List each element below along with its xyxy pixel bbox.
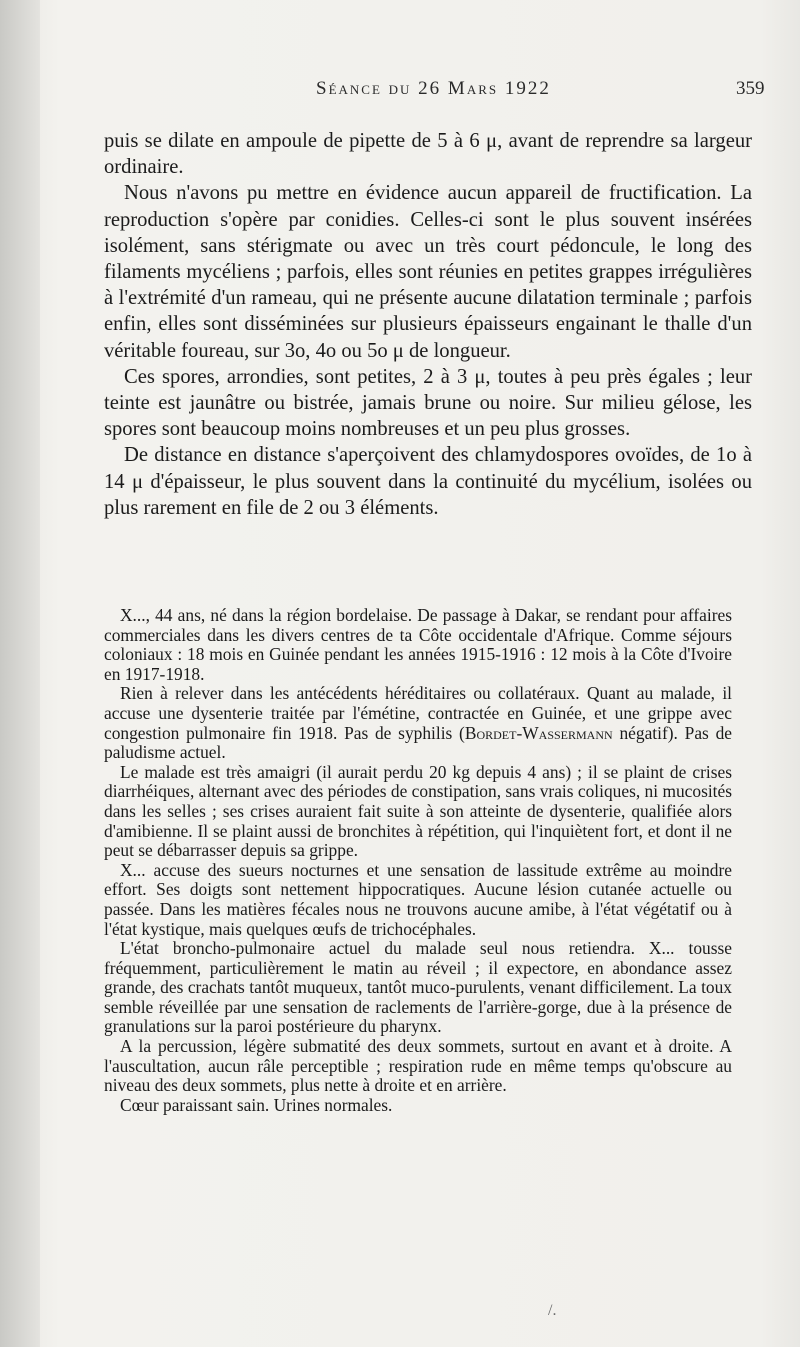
case-paragraph-antecedents bbox=[104, 684, 732, 762]
antecedents-text-a: Rien à relever dans les antécédents héréditaires ou collatéraux. Quant au malade, il accuse une dysenterie traitée par l'émétine, contractée en Guinée, et une grippe avec congestion pulmonaire fin 1918. Pas de syphilis ( bbox=[104, 683, 732, 743]
case-report-block bbox=[104, 606, 732, 1115]
antecedents-test-name: Bordet-Wassermann bbox=[464, 722, 613, 743]
case-paragraph-pulmonary: L'état broncho-pulmonaire actuel du malade seul nous retiendra. X... tousse fréquemment, particulièrement le matin au réveil ; il expectore, en abondance assez grande, des crachats tantôt muqueux, tantôt muco-purulents, venant difficilement. La toux semble réveillée par une sensation de raclements de l'arrière-gorge, due à la présence de granulations sur la paroi postérieure du pharynx. bbox=[104, 938, 732, 1037]
case-paragraph-auscultation: A la percussion, légère submatité des deux sommets, surtout en avant et à droite. A l'auscultation, aucun râle perceptible ; respiration rude en même temps qu'obscure au niveau des deux sommets, plus nette à droite et en arrière. bbox=[104, 1036, 732, 1096]
antecedents-text-c: négatif). Pas de paludisme actuel. bbox=[104, 722, 732, 763]
stray-mark: /. bbox=[548, 1302, 557, 1319]
case-paragraph-symptoms: Le malade est très amaigri (il aurait perdu 20 kg depuis 4 ans) ; il se plaint de crises diarrhéiques, alternant avec des périodes de constipation, sans vrais coliques, ni mucosités dans les selles ; ses crises auraient fait suite à son atteinte de dysenterie, qualifiée alors d'amibienne. Il se plaint aussi de bronchites à répétition, qui l'inquiètent fort, et dont il ne peut se débarrasser depuis sa grippe. bbox=[104, 761, 732, 861]
paragraph-fructification: Nous n'avons pu mettre en évidence aucun appareil de fructification. La reproduction s'opère par conidies. Celles-ci sont le plus souvent insérées isolément, sans stérigmate ou avec un très court pédoncule, le long des filaments mycéliens ; parfois, elles sont réunies en petites grappes irrégulières à l'extrémité d'un rameau, qui ne présente aucune dilatation terminale ; parfois enfin, elles sont disséminées sur plusieurs épaisseurs engainant le thalle d'un véritable foureau, sur 3o, 4o ou 5o μ de longueur. bbox=[104, 182, 752, 362]
running-title: Séance du 26 Mars 1922 bbox=[316, 78, 551, 99]
paragraph-spores: Ces spores, arrondies, sont petites, 2 à 3 μ, toutes à peu près égales ; leur teinte est jaunâtre ou bistrée, jamais brune ou noire. Sur milieu gélose, les spores sont beaucoup moins nombreuses et un peu plus grosses. bbox=[104, 365, 752, 441]
running-head bbox=[0, 78, 800, 108]
paragraph-continuation: puis se dilate en ampoule de pipette de 5 à 6 μ, avant de reprendre sa largeur ordinaire. bbox=[104, 130, 752, 179]
binding-gutter bbox=[0, 0, 40, 1347]
paragraph-chlamydospores: De distance en distance s'aperçoivent des chlamydospores ovoïdes, de 1o à 14 μ d'épaisseur, le plus souvent dans la continuité du mycélium, isolées ou plus rarement en file de 2 ou 3 éléments. bbox=[104, 444, 752, 519]
page-number: 359 bbox=[736, 78, 765, 99]
case-paragraph-examination: X... accuse des sueurs nocturnes et une sensation de lassitude extrême au moindre effort. Ses doigts sont nettement hippocratiques. Aucune lésion cutanée actuelle ou passée. Dans les matières fécales nous ne trouvons aucune amibe, à l'état végétatif ou à l'état kystique, mais quelques œufs de trichocéphales. bbox=[104, 859, 732, 939]
main-text-block bbox=[104, 128, 752, 549]
case-paragraph-patient: X..., 44 ans, né dans la région bordelaise. De passage à Dakar, se rendant pour affaires commerciales dans les divers centres de ta Côte occidentale d'Afrique. Comme séjours coloniaux : 18 mois en Guinée pendant les années 1915-1916 : 12 mois à la Côte d'Ivoire en 1917-1918. bbox=[104, 605, 732, 684]
case-paragraph-heart: Cœur paraissant sain. Urines normales. bbox=[120, 1094, 393, 1115]
